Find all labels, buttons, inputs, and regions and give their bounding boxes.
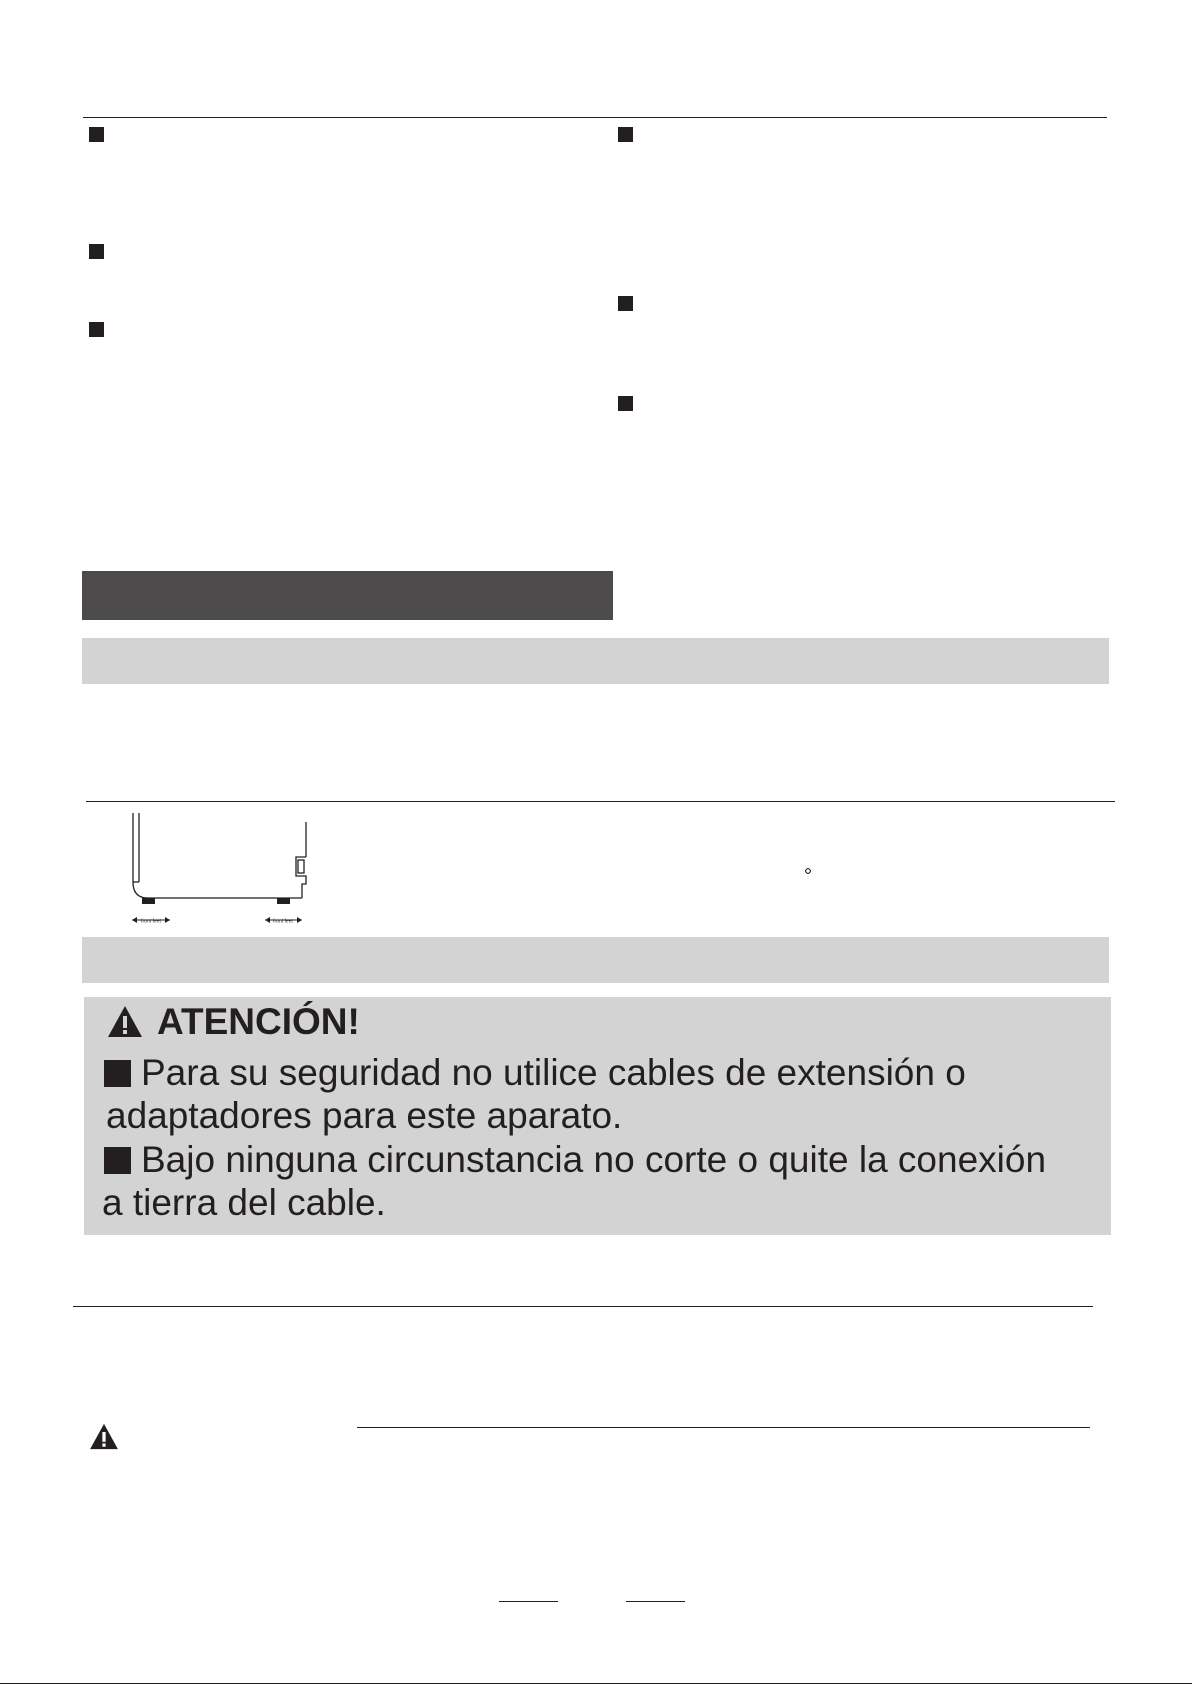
- warning-line-1: Para su seguridad no utilice cables de extensión o: [104, 1054, 966, 1091]
- bullet-square-icon: [104, 1060, 131, 1087]
- warning-line-2: adaptadores para este aparato.: [106, 1095, 623, 1136]
- section-header-bar: [82, 571, 613, 620]
- footer-rule-right: [626, 1601, 685, 1602]
- warning-triangle-icon: [89, 1423, 119, 1450]
- bullet-square-icon: [89, 244, 104, 259]
- subsection-bar-2: [82, 937, 1109, 983]
- subsection-bar: [82, 638, 1109, 684]
- bullet-square-icon: [89, 322, 104, 337]
- bullet-square-icon: [89, 127, 104, 142]
- section-rule: [73, 1306, 1093, 1307]
- front-feet-label-left: [132, 917, 170, 925]
- bottom-edge-rule: [0, 1683, 1192, 1684]
- caution-rule: [357, 1427, 1090, 1428]
- bullet-square-icon: [618, 396, 633, 411]
- svg-text:front feet: front feet: [141, 918, 161, 925]
- warning-line-4: a tierra del cable.: [102, 1182, 386, 1223]
- svg-text:front feet: front feet: [273, 918, 293, 925]
- small-mark: [805, 868, 811, 874]
- diagram-rule: [86, 801, 1115, 802]
- front-feet-label-right: [265, 917, 302, 925]
- bullet-square-icon: [618, 296, 633, 311]
- warning-triangle-icon: [107, 1005, 143, 1038]
- warning-title: [107, 1003, 360, 1040]
- bullet-square-icon: [618, 127, 633, 142]
- bullet-square-icon: [104, 1147, 131, 1174]
- warning-line-3: Bajo ninguna circunstancia no corte o quite la conexión: [104, 1141, 1046, 1178]
- warning-title-text: ATENCIÓN!: [157, 1001, 360, 1042]
- top-rule: [83, 117, 1107, 118]
- leveling-feet-diagram: [120, 810, 320, 930]
- footer-rule-left: [499, 1601, 558, 1602]
